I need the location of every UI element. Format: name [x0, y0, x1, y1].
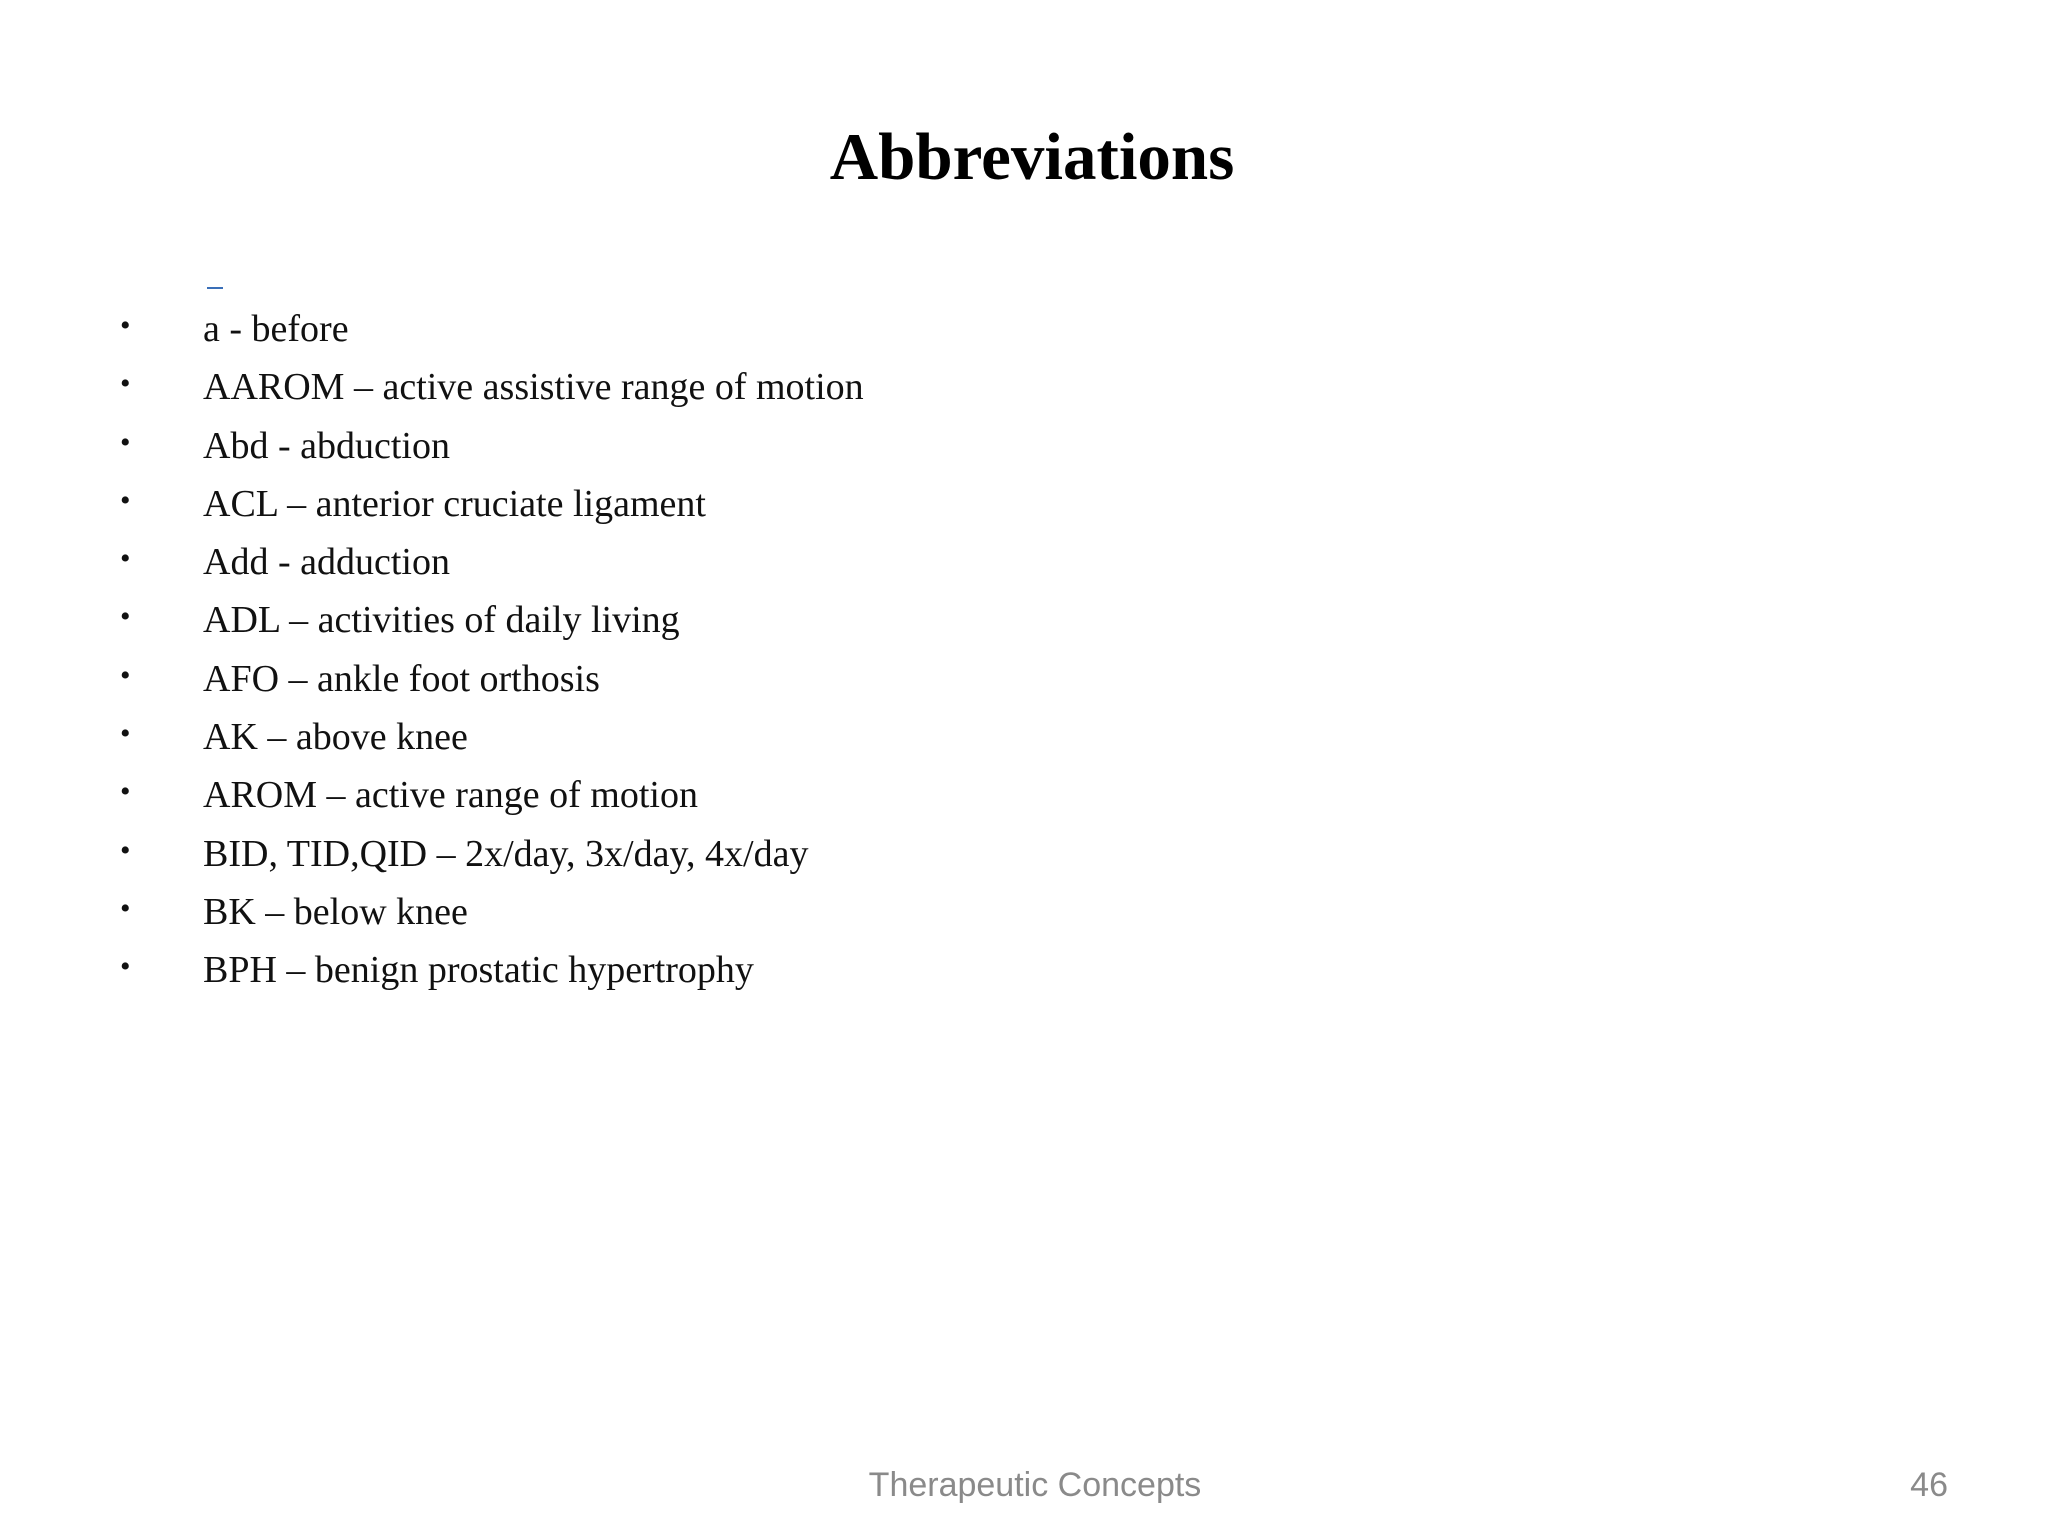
macron-mark [207, 287, 223, 289]
slide-title: Abbreviations [829, 120, 1235, 194]
bullet-icon: • [120, 658, 131, 692]
list-item-text: Abd - abduction [203, 424, 450, 467]
bullet-icon: • [120, 891, 131, 925]
slide-footer: Therapeutic Concepts [868, 1466, 1202, 1504]
list-item-text: AAROM – active assistive range of motion [203, 366, 864, 409]
bullet-icon: • [120, 950, 131, 984]
bullet-icon: • [120, 367, 131, 401]
list-item-text: BPH – benign prostatic hypertrophy [203, 949, 754, 992]
list-item-text: BID, TID,QID – 2x/day, 3x/day, 4x/day [203, 832, 809, 875]
bullet-icon: • [120, 425, 131, 459]
list-item-text: BK – below knee [203, 890, 468, 933]
bullet-icon: • [120, 775, 131, 809]
list-item-text: AK – above knee [203, 716, 468, 759]
bullet-icon: • [120, 483, 131, 517]
list-item-text: ACL – anterior cruciate ligament [203, 482, 706, 525]
bullet-icon: • [120, 600, 131, 634]
list-item-text: ADL – activities of daily living [203, 599, 680, 642]
bullet-icon: • [120, 309, 131, 342]
list-item-text: Add - adduction [203, 541, 450, 584]
page-number: 46 [1910, 1466, 1948, 1504]
bullet-icon: • [120, 542, 131, 576]
list-item-text: a - before [203, 308, 349, 350]
bullet-icon: • [120, 833, 131, 867]
bullet-icon: • [120, 717, 131, 751]
list-item-text: AROM – active range of motion [203, 774, 698, 817]
list-item-text: AFO – ankle foot orthosis [203, 657, 600, 700]
